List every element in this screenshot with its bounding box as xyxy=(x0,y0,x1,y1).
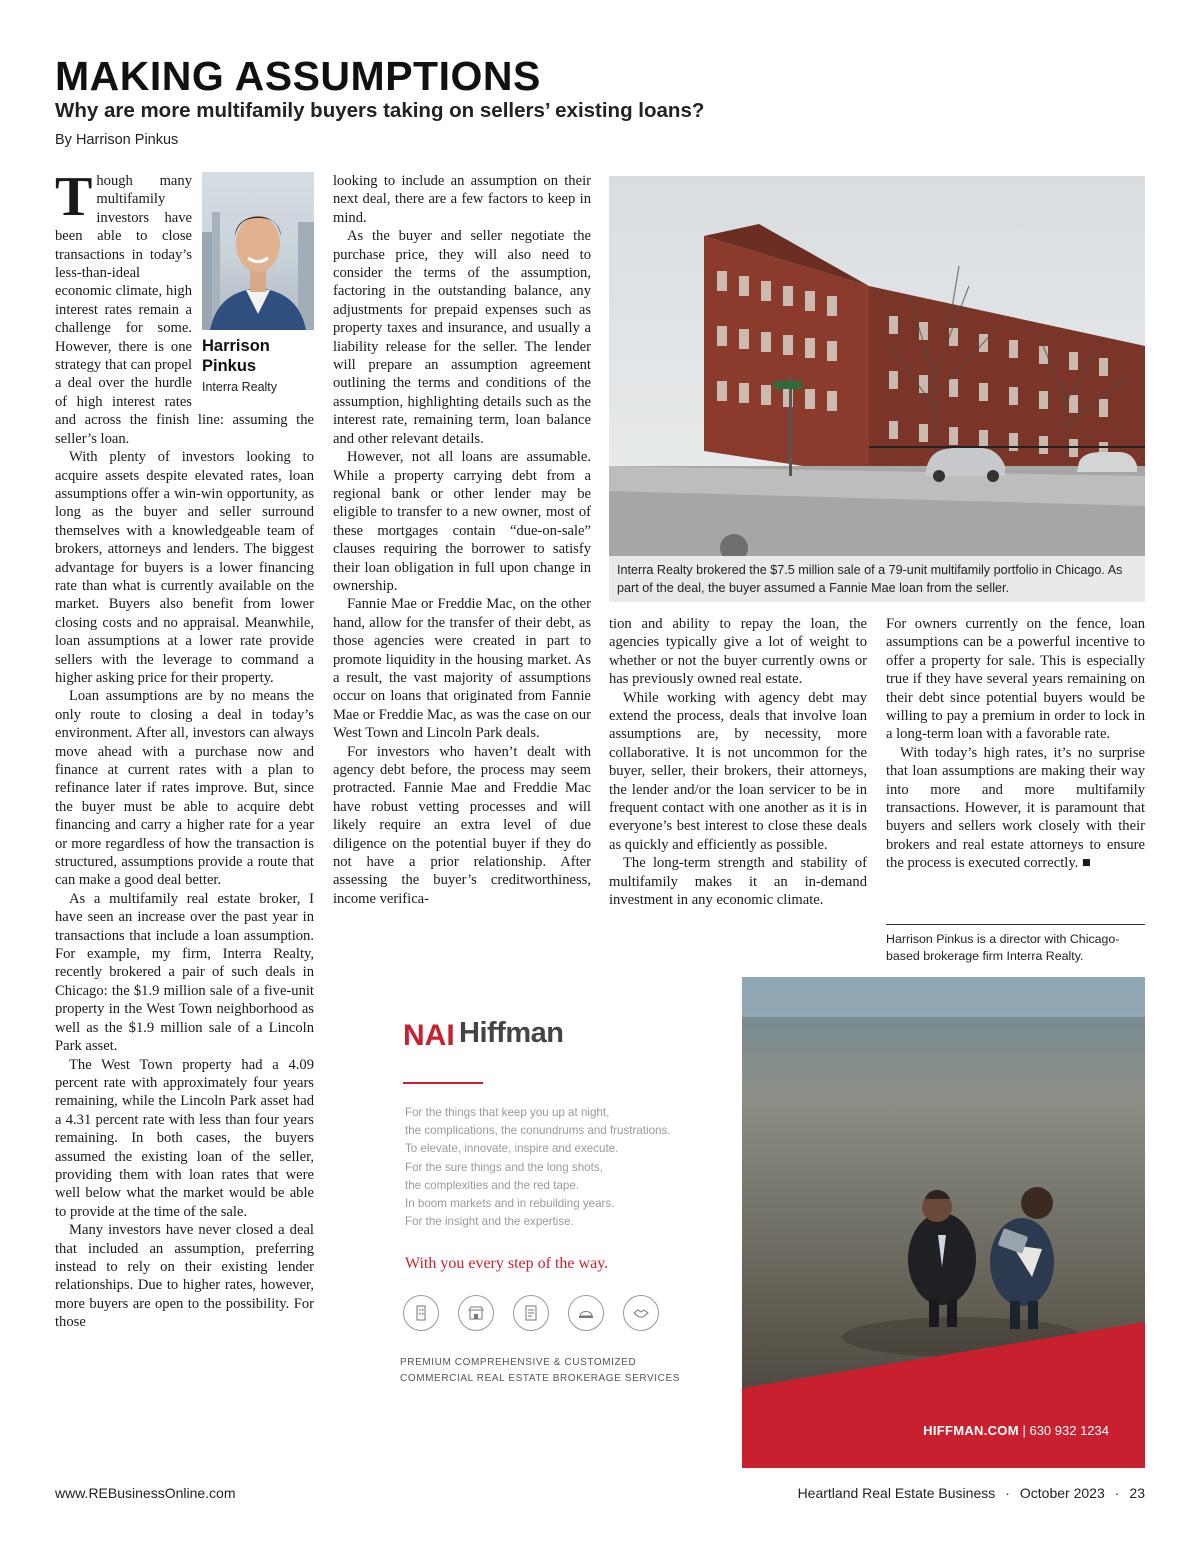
handshake-icon xyxy=(623,1295,659,1331)
storefront-icon xyxy=(458,1295,494,1331)
paragraph: Though many multifamily investors have been able to close transactions in today’s less-than-ideal economic climate, high interest rates remain a challenge for some. However, there is one strategy that can propel a deal over the hurdle of high interest rates and across the finish line: assuming the seller’s loan. xyxy=(55,166,314,447)
page-subtitle: Why are more multifamily buyers taking on sellers’ existing loans? xyxy=(55,99,705,122)
ad-photo xyxy=(742,977,1145,1468)
footer-website[interactable]: www.REBusinessOnline.com xyxy=(55,1485,236,1501)
author-name: Harrison Pinkus xyxy=(202,337,270,375)
paragraph: While working with agency debt may extend the process, deals that involve loan assumptions are, by necessity, more collaborative. It is not uncommon for the buyer, seller, their brokers, their attorneys, the lender and/or the loan servicer to be in frequent contact with one another as it is in everyone’s best interest to close these deals as quickly and efficiently as possible. xyxy=(609,689,867,853)
paragraph: Loan assumptions are by no means the only route to closing a deal in today’s environment. After all, investors can always move ahead with a purchase now and finance at current rates with a plan to refinance later if rates improve. But, since the buyer must be able to acquire debt financing and carry a higher rate for a year or more regardless of how the transaction is structured, assumptions provide a route that can make a good deal better. xyxy=(55,688,314,889)
building-icon xyxy=(403,1295,439,1331)
author-company: Interra Realty xyxy=(202,380,278,394)
byline: By Harrison Pinkus xyxy=(55,132,179,148)
building-photo xyxy=(609,176,1145,602)
paragraph: With today’s high rates, it’s no surprise that loan assumptions are making their way into more and more multifamily transactions. However, it is paramount that buyers and sellers work closely with their brokers and real estate attorneys to ensure the process is executed correctly. ■ xyxy=(886,744,1145,872)
paragraph: Many investors have never closed a deal that included an assumption, preferring instead to rely on their existing lender relationships. Due to higher rates, however, more buyers are open to the possibility. For those xyxy=(55,1222,314,1331)
paragraph: However, not all loans are assumable. While a property carrying debt from a regional bank or other lender may be eligible to transfer to a new owner, most of these mortgages contain “due-on-sale” clauses requiring the borrower to satisfy their loan obligation in full upon change in ownership. xyxy=(333,449,591,594)
footer-publication-info: Heartland Real Estate Business · October 2023 · 23 xyxy=(797,1485,1145,1501)
paragraph: For owners currently on the fence, loan assumptions can be a powerful incentive to offer a property for sale. This is especially true if they have several years remaining on their debt since potential buyers would be willing to pay a premium in order to lock in a long-term loan with a favorable rate. xyxy=(886,616,1145,743)
paragraph: With plenty of investors looking to acquire assets despite elevated rates, loan assumptions offer a win-win opportunity, as long as the buyer and seller surround themselves with a knowledgeable team of brokers, attorneys and lenders. The biggest advantage for buyers is a lower financing rate than what is currently available on the market. Buyers also benefit from lower closing costs and no appraisal. Meanwhile, loan assumptions at a lower rate provide sellers with the leverage to command a higher asking price for their property. xyxy=(55,449,314,686)
paragraph: The long-term strength and stability of multifamily makes it an in-demand investment in any economic climate. xyxy=(609,855,867,909)
paragraph: Fannie Mae or Freddie Mac, on the other hand, allow for the transfer of their debt, as those agencies were created in part to promote liquidity in the housing market. As a result, the vast majority of assumptions occur on loans that originated from Fannie Mae or Freddie Mac, as was the case on our West Town and Lincoln Park deals. xyxy=(333,596,591,742)
ad-website-link[interactable]: HIFFMAN.COM xyxy=(923,1423,1019,1438)
document-icon xyxy=(513,1295,549,1331)
photo-caption: Interra Realty brokered the $7.5 million sale of a 79-unit multifamily portfolio in Chicago. As part of the deal, the buyer assumed a Fannie Mae loan from the seller. xyxy=(609,556,1145,602)
article-column-1 xyxy=(55,166,314,1472)
ad-services: PREMIUM COMPREHENSIVE & CUSTOMIZED COMMERCIAL REAL ESTATE BROKERAGE SERVICES xyxy=(400,1357,681,1384)
paragraph: The West Town property had a 4.09 percent rate with approximately four years remaining, while the Lincoln Park asset had a 4.31 percent rate with less than four years remaining. In both cases, the buyers assumed the existing loan of the seller, providing them with loan rates that were well below what the market would be able to provide at the time of the sale. xyxy=(55,1056,314,1220)
paragraph: As the buyer and seller negotiate the purchase price, they will also need to consider the terms of the assumption, factoring in the outstanding balance, any adjustments for prepaid expenses such as property taxes and insurance, and usually a liability release for the seller. The lender will prepare an assumption agreement outlining the terms and conditions of the assumption, highlighting details such as the interest rate, remaining term, loan balance and other relevant details. xyxy=(333,228,591,447)
ad-contact xyxy=(923,1423,1109,1438)
hiffman-wordmark: Hiffman xyxy=(459,1017,564,1049)
ad-tagline: With you every step of the way. xyxy=(405,1255,609,1272)
article-column-3 xyxy=(609,615,867,975)
hiffman-logo xyxy=(403,1017,563,1050)
article-column-2 xyxy=(333,172,591,972)
nai-logo-mark xyxy=(403,1018,455,1050)
ad-phone[interactable]: | 630 932 1234 xyxy=(1022,1423,1109,1438)
author-box xyxy=(202,172,314,396)
bio-divider xyxy=(886,924,1145,925)
hiffman-advertisement[interactable] xyxy=(333,977,1145,1468)
paragraph: looking to include an assumption on their next deal, there are a few factors to keep in mind. xyxy=(333,173,591,226)
hard-hat-icon xyxy=(568,1295,604,1331)
article-column-4 xyxy=(886,615,1145,915)
page-number: 23 xyxy=(1129,1485,1145,1501)
service-icons xyxy=(403,1295,659,1331)
author-photo xyxy=(202,172,314,330)
page-title: MAKING ASSUMPTIONS xyxy=(55,53,541,99)
ad-divider xyxy=(403,1082,483,1084)
footer-publication: Heartland Real Estate Business xyxy=(797,1485,996,1501)
footer-issue: October 2023 xyxy=(1019,1485,1105,1501)
author-bio: Harrison Pinkus is a director with Chicago-based brokerage firm Interra Realty. xyxy=(886,932,1120,963)
drop-cap: T xyxy=(55,166,93,228)
ad-copy: For the things that keep you up at night, the complications, the conundrums and frustrations. To elevate, innovate, inspire and execute. For the sure things and the long shots, the complexities and the red tape. In boom markets and in rebuilding years. For the insight and the expertise. xyxy=(405,1106,671,1229)
paragraph: For investors who haven’t dealt with agency debt before, the process may seem protracted. Fannie Mae and Freddie Mac have robust vetting processes and will likely require an extra level of due diligence on the potential buyer if they do not have a prior relationship. After assessing the buyer’s creditworthiness, income verifica- xyxy=(333,743,591,907)
paragraph: As a multifamily real estate broker, I have seen an increase over the past year in transactions that include a loan assumption. For example, my firm, Interra Realty, recently brokered a pair of such deals in Chicago: the $1.9 million sale of a five-unit property in the West Town neighborhood as well as the $1.9 million sale of a Lincoln Park asset. xyxy=(55,890,314,1055)
svg-text:NAI: NAI xyxy=(403,1018,455,1050)
paragraph: tion and ability to repay the loan, the agencies typically give a lot of weight to whether or not the buyer currently owns or has previously owned real estate. xyxy=(609,616,867,688)
